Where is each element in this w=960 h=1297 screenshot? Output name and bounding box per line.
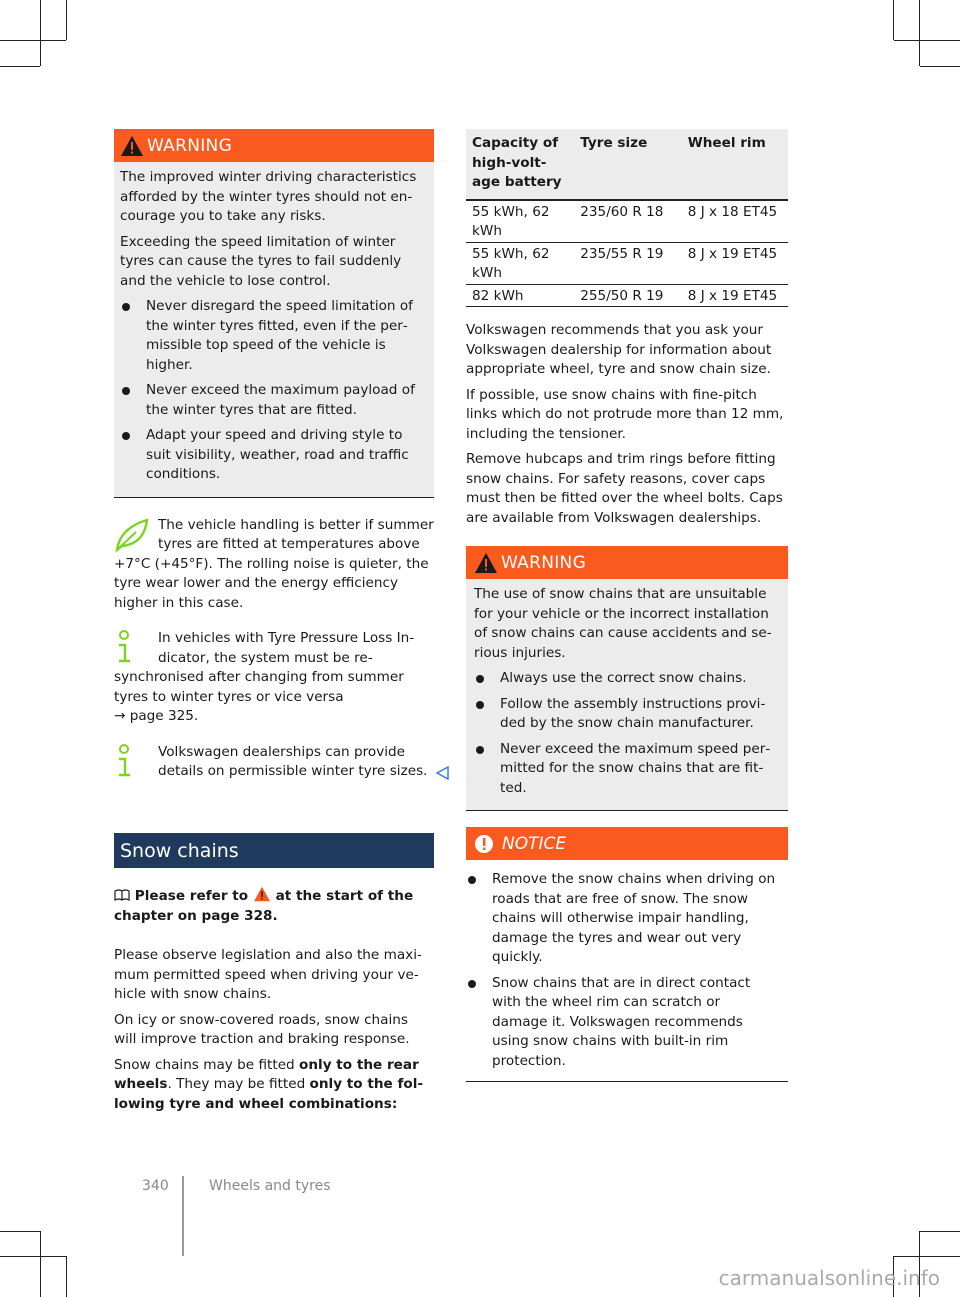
warning-box: [114, 129, 434, 498]
reference-note: [114, 886, 434, 926]
warning-bullet: Follow the assembly instructions provided by the snow chain manufacturer.: [474, 695, 778, 734]
right-body-text: [466, 321, 788, 528]
table-cell: 235/60 R 18: [572, 200, 681, 243]
body-paragraph: Volkswagen recommends that you ask your Volkswagen dealership for information about appropriate wheel, tyre and snow chain size.: [466, 322, 772, 377]
body-paragraph: If possible, use snow chains with fine-pitch links which do not protrude more than 12 mm, including the tensioner.: [466, 386, 784, 442]
crop-mark: [66, 0, 67, 40]
body-paragraph: On icy or snow-covered roads, snow chains will improve traction and braking response.: [114, 1011, 410, 1047]
tyre-table: [466, 129, 788, 307]
page-reference-link[interactable]: → page 325.: [114, 708, 199, 724]
warning-bullet: Adapt your speed and driving style to suit visibility, weather, road and traffic conditions.: [120, 426, 424, 485]
body-paragraph: Remove hubcaps and trim rings before fitting snow chains. For safety reasons, cover caps must then be fitted over the wheel bolts. Caps are available from Volkswagen dealerships.: [466, 451, 783, 526]
notice-icon: [474, 834, 494, 854]
warning-bullet: Never exceed the maximum speed permitted for the snow chains that are fitted.: [474, 740, 778, 799]
crop-mark: [0, 1231, 40, 1232]
table-cell: 55 kWh, 62 kWh: [466, 242, 572, 284]
info-icon: [114, 743, 150, 781]
eco-tip-text: The vehicle handling is better if summer tyres are fitted at temperatures above +7°C (+45°F). The rolling noise is quieter, the tyre wear lower and the energy efficiency higher in this case.: [114, 516, 434, 611]
reference-note-text: Please refer to: [134, 888, 249, 904]
crop-mark: [0, 66, 40, 67]
warning-text: The use of snow chains that are unsuitable for your vehicle or the incorrect installation of snow chains can cause accidents and serious injuries.: [474, 586, 772, 661]
warning-header: [466, 546, 788, 579]
warning-heading: WARNING: [501, 552, 587, 573]
column-header: Tyre size: [572, 129, 681, 200]
notice-bullet: Snow chains that are in direct contact with the wheel rim can scratch or damage it. Volkswagen recommends using snow chains with built-in rim protection.: [466, 974, 778, 1072]
watermark: carmanualsonline.info: [718, 1266, 940, 1290]
crop-mark: [894, 1256, 960, 1257]
crop-mark: [40, 0, 41, 66]
table-cell: 82 kWh: [466, 284, 572, 307]
crop-mark: [40, 1231, 41, 1297]
warning-triangle-icon: [120, 135, 144, 157]
notice-header: [466, 827, 788, 860]
page-number: 340: [142, 1178, 169, 1194]
body-text-bold: only to the following tyre and wheel combinations:: [114, 1076, 424, 1112]
crop-mark: [920, 66, 960, 67]
warning-header: [114, 129, 434, 162]
warning-bullet: Never exceed the maximum payload of the winter tyres that are fitted.: [120, 381, 424, 420]
warning-text: The improved winter driving characteristics afforded by the winter tyres should not encourage you to take any risks.: [120, 169, 417, 224]
table-cell: 8 J x 19 ET45: [682, 284, 788, 307]
eco-tip: [114, 516, 434, 614]
info-note: [114, 629, 434, 727]
info-text: In vehicles with Tyre Pressure Loss Indicator, the system must be re-synchronised after changing from summer tyres to winter tyres or vice versa: [114, 630, 415, 705]
info-text: Volkswagen dealerships can provide details on permissible winter tyre sizes.: [158, 743, 428, 779]
info-icon: [114, 629, 150, 667]
table-row: [466, 242, 788, 284]
notice-box: [466, 827, 788, 1082]
body-text-bold: only to the rear wheels: [114, 1056, 419, 1092]
warning-triangle-icon: [253, 886, 271, 902]
warning-heading: WARNING: [147, 135, 233, 156]
crop-mark: [920, 1231, 960, 1232]
table-header-row: [466, 129, 788, 200]
table-cell: 8 J x 18 ET45: [682, 200, 788, 243]
warning-bullet: Always use the correct snow chains.: [474, 669, 778, 689]
crop-mark: [893, 0, 894, 40]
column-header: Capacity of high-voltage battery: [466, 129, 572, 200]
info-note: [114, 743, 434, 782]
body-text: . They may be fitted: [167, 1076, 306, 1092]
table-cell: 8 J x 19 ET45: [682, 242, 788, 284]
notice-bullet: Remove the snow chains when driving on roads that are free of snow. The snow chains will otherwise impair handling, damage the tyres and wear out very quickly.: [466, 870, 778, 968]
table-row: [466, 284, 788, 307]
crop-mark: [0, 40, 66, 41]
body-paragraph: Please observe legislation and also the maximum permitted speed when driving your vehicle with snow chains.: [114, 947, 422, 1002]
crop-mark: [66, 1256, 67, 1297]
table-cell: 55 kWh, 62 kWh: [466, 200, 572, 243]
crop-mark: [894, 40, 960, 41]
end-marker-icon: [435, 766, 449, 780]
warning-text: Exceeding the speed limitation of winter tyres can cause the tyres to fail suddenly and the vehicle to lose control.: [120, 233, 402, 289]
crop-mark: [0, 1256, 66, 1257]
warning-bullet: Never disregard the speed limitation of the winter tyres fitted, even if the permissible top speed of the vehicle is higher.: [120, 297, 424, 375]
crop-mark: [919, 0, 920, 66]
reference-note-text: at the start of the chapter on page 328.: [114, 888, 414, 924]
page-reference-text: page 325.: [129, 708, 199, 724]
left-column: [114, 129, 434, 782]
notice-heading: NOTICE: [502, 833, 567, 854]
right-column: [466, 129, 788, 1082]
warning-box: [466, 546, 788, 811]
chapter-title: Wheels and tyres: [209, 1178, 331, 1194]
leaf-icon: [114, 516, 150, 554]
section-title: Snow chains: [114, 833, 434, 868]
warning-triangle-icon: [474, 552, 498, 574]
snow-chains-text: [114, 886, 434, 1120]
book-icon: [114, 889, 130, 901]
table-row: [466, 200, 788, 243]
table-cell: 235/55 R 19: [572, 242, 681, 284]
body-paragraph: [114, 1056, 434, 1115]
body-text: Snow chains may be fitted: [114, 1056, 295, 1073]
footer-divider: [182, 1176, 184, 1256]
table-cell: 255/50 R 19: [572, 284, 681, 307]
column-header: Wheel rim: [682, 129, 788, 200]
